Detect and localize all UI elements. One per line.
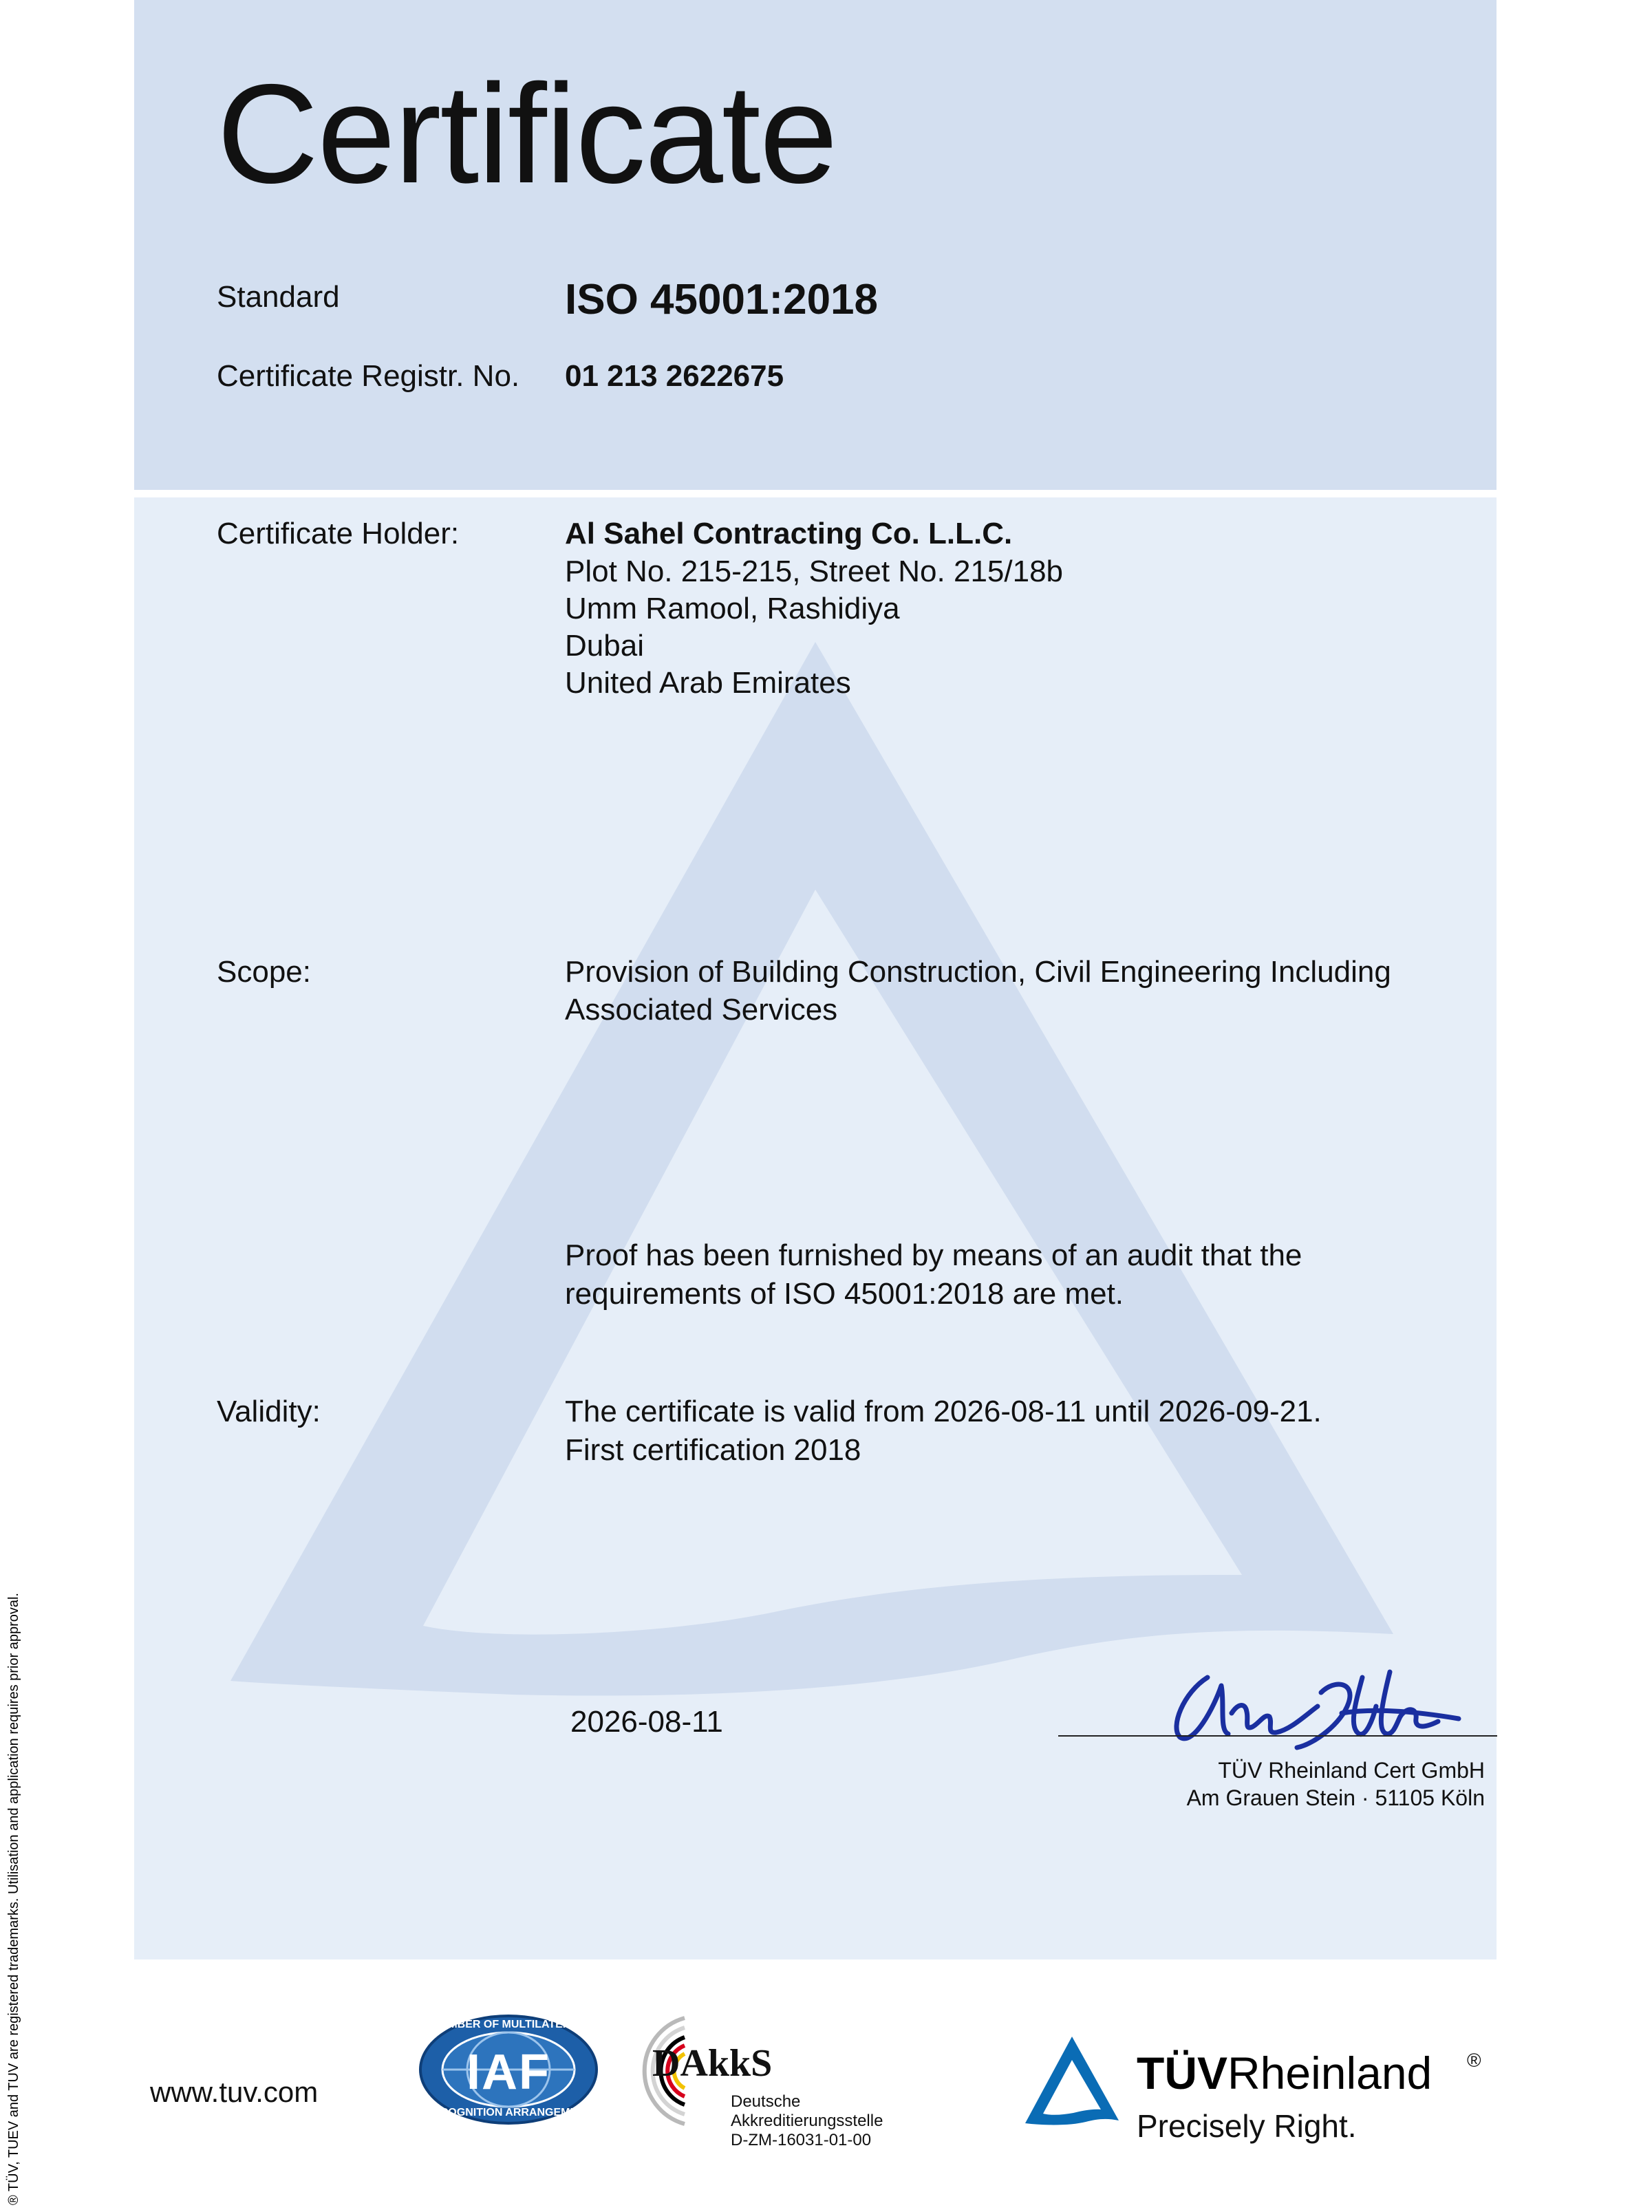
- dakks-line: Akkreditierungsstelle: [731, 2112, 883, 2130]
- dakks-line: Deutsche: [731, 2092, 801, 2111]
- scope-line: Provision of Building Construction, Civil Engineering Including: [565, 955, 1391, 989]
- certificate-title: Certificate: [217, 55, 837, 213]
- validity-line: First certification 2018: [565, 1433, 861, 1467]
- registered-mark: ®: [1467, 2050, 1481, 2071]
- iaf-main-text: IAF: [466, 2045, 550, 2100]
- dakks-main-text: DAkkS: [652, 2042, 773, 2085]
- holder-label: Certificate Holder:: [217, 517, 460, 550]
- holder-address-line: Dubai: [565, 629, 644, 663]
- proof-line: Proof has been furnished by means of an audit that the: [565, 1238, 1302, 1272]
- dakks-line: D-ZM-16031-01-00: [731, 2131, 872, 2149]
- holder-name: Al Sahel Contracting Co. L.L.C.: [565, 517, 1013, 550]
- website-link[interactable]: www.tuv.com: [150, 2076, 319, 2108]
- issuer-address: Am Grauen Stein · 51105 Köln: [1186, 1785, 1485, 1810]
- trademark-side-note: ® TÜV, TUEV and TUV are registered trademarks. Utilisation and application requires prior approval.: [6, 1593, 21, 2205]
- iaf-ring-top: MEMBER OF MULTILATERAL: [431, 2019, 586, 2030]
- standard-label: Standard: [217, 280, 340, 314]
- standard-value: ISO 45001:2018: [565, 276, 879, 323]
- signature-icon: [1156, 1665, 1472, 1754]
- issuer-name: TÜV Rheinland Cert GmbH: [1218, 1758, 1485, 1783]
- dakks-logo: [619, 2012, 908, 2150]
- tuv-triangle-logo-icon: [1024, 2037, 1120, 2126]
- tuv-tagline: Precisely Right.: [1137, 2108, 1357, 2144]
- tuv-brand-bold: TÜV: [1137, 2048, 1227, 2098]
- holder-address-line: Umm Ramool, Rashidiya: [565, 592, 900, 625]
- signature-line: [1058, 1735, 1497, 1737]
- issue-date: 2026-08-11: [570, 1705, 723, 1739]
- holder-address-line: Plot No. 215-215, Street No. 215/18b: [565, 555, 1064, 588]
- scope-line: Associated Services: [565, 993, 838, 1027]
- tuv-brand-name: [1137, 2049, 1432, 2097]
- registration-label: Certificate Registr. No.: [217, 359, 520, 393]
- proof-line: requirements of ISO 45001:2018 are met.: [565, 1277, 1124, 1311]
- iaf-ring-bottom: RECOGNITION ARRANGEMENT: [425, 2107, 592, 2118]
- validity-label: Validity:: [217, 1395, 321, 1428]
- iaf-logo: [418, 2015, 599, 2125]
- registration-value: 01 213 2622675: [565, 359, 784, 393]
- holder-address-line: United Arab Emirates: [565, 666, 851, 700]
- scope-label: Scope:: [217, 955, 311, 989]
- tuv-brand-regular: Rheinland: [1227, 2048, 1433, 2098]
- validity-line: The certificate is valid from 2026-08-11 until 2026-09-21.: [565, 1395, 1322, 1428]
